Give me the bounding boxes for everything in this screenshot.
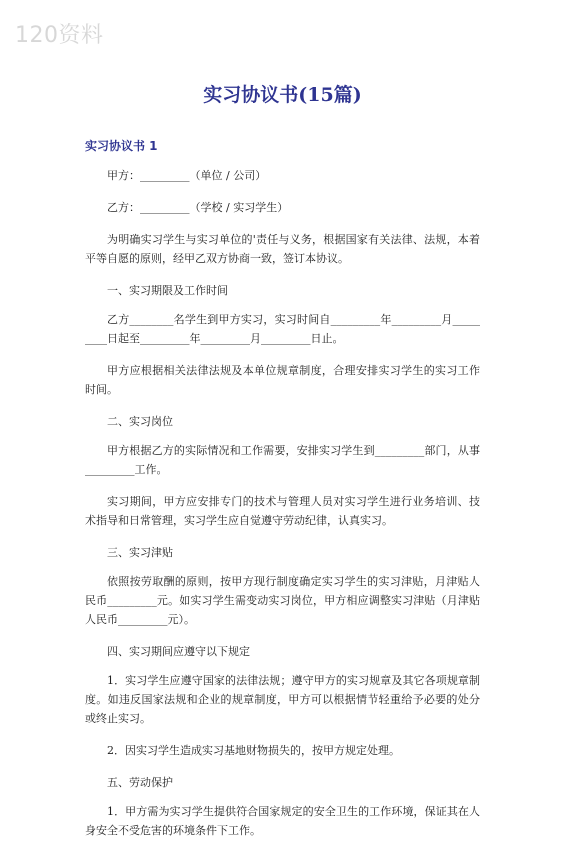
document-title: 实习协议书(15篇) <box>203 84 362 106</box>
document-body <box>85 166 480 853</box>
party-a-line: 甲方：_________（单位 / 公司） <box>107 169 267 182</box>
watermark: 120资料 <box>15 23 104 48</box>
allowance-paragraph: 依照按劳取酬的原则，按甲方现行制度确定实习学生的实习津贴，月津贴人民币_________元。如实习学生需变动实习岗位，甲方相应调整实习津贴（月津贴人民币_________元）。 <box>85 575 480 626</box>
rule-1-paragraph: 1．实习学生应遵守国家的法律法规；遵守甲方的实习规章及其它各项规章制度。如违反国家法规和企业的规章制度，甲方可以根据情节轻重给予必要的处分或终止实习。 <box>85 674 480 725</box>
training-paragraph: 实习期间，甲方应安排专门的技术与管理人员对实习学生进行业务培训、技术指导和日常管理，实习学生应自觉遵守劳动纪律，认真实习。 <box>85 495 480 527</box>
period-paragraph: 乙方________名学生到甲方实习，实习时间自_________年_________月_________日起至_________年_________月_________日止。 <box>85 313 480 345</box>
rule-2-paragraph: 2．因实习学生造成实习基地财物损失的，按甲方规定处理。 <box>107 744 400 757</box>
party-b-line: 乙方：_________（学校 / 实习学生） <box>107 201 289 214</box>
heading-protection: 五、劳动保护 <box>107 776 173 789</box>
position-paragraph: 甲方根据乙方的实际情况和工作需要，安排实习学生到_________部门，从事_________工作。 <box>85 444 480 476</box>
protection-1-paragraph: 1．甲方需为实习学生提供符合国家规定的安全卫生的工作环境，保证其在人身安全不受危害的环境条件下工作。 <box>85 805 480 837</box>
work-time-paragraph: 甲方应根据相关法律法规及本单位规章制度，合理安排实习学生的实习工作时间。 <box>85 364 480 396</box>
heading-rules: 四、实习期间应遵守以下规定 <box>107 645 250 658</box>
section-title: 实习协议书 1 <box>85 139 158 153</box>
preamble-paragraph: 为明确实习学生与实习单位的'责任与义务，根据国家有关法律、法规，本着平等自愿的原则，经甲乙双方协商一致，签订本协议。 <box>85 233 480 265</box>
heading-position: 二、实习岗位 <box>107 415 173 428</box>
heading-period: 一、实习期限及工作时间 <box>107 284 228 297</box>
heading-allowance: 三、实习津贴 <box>107 546 173 559</box>
